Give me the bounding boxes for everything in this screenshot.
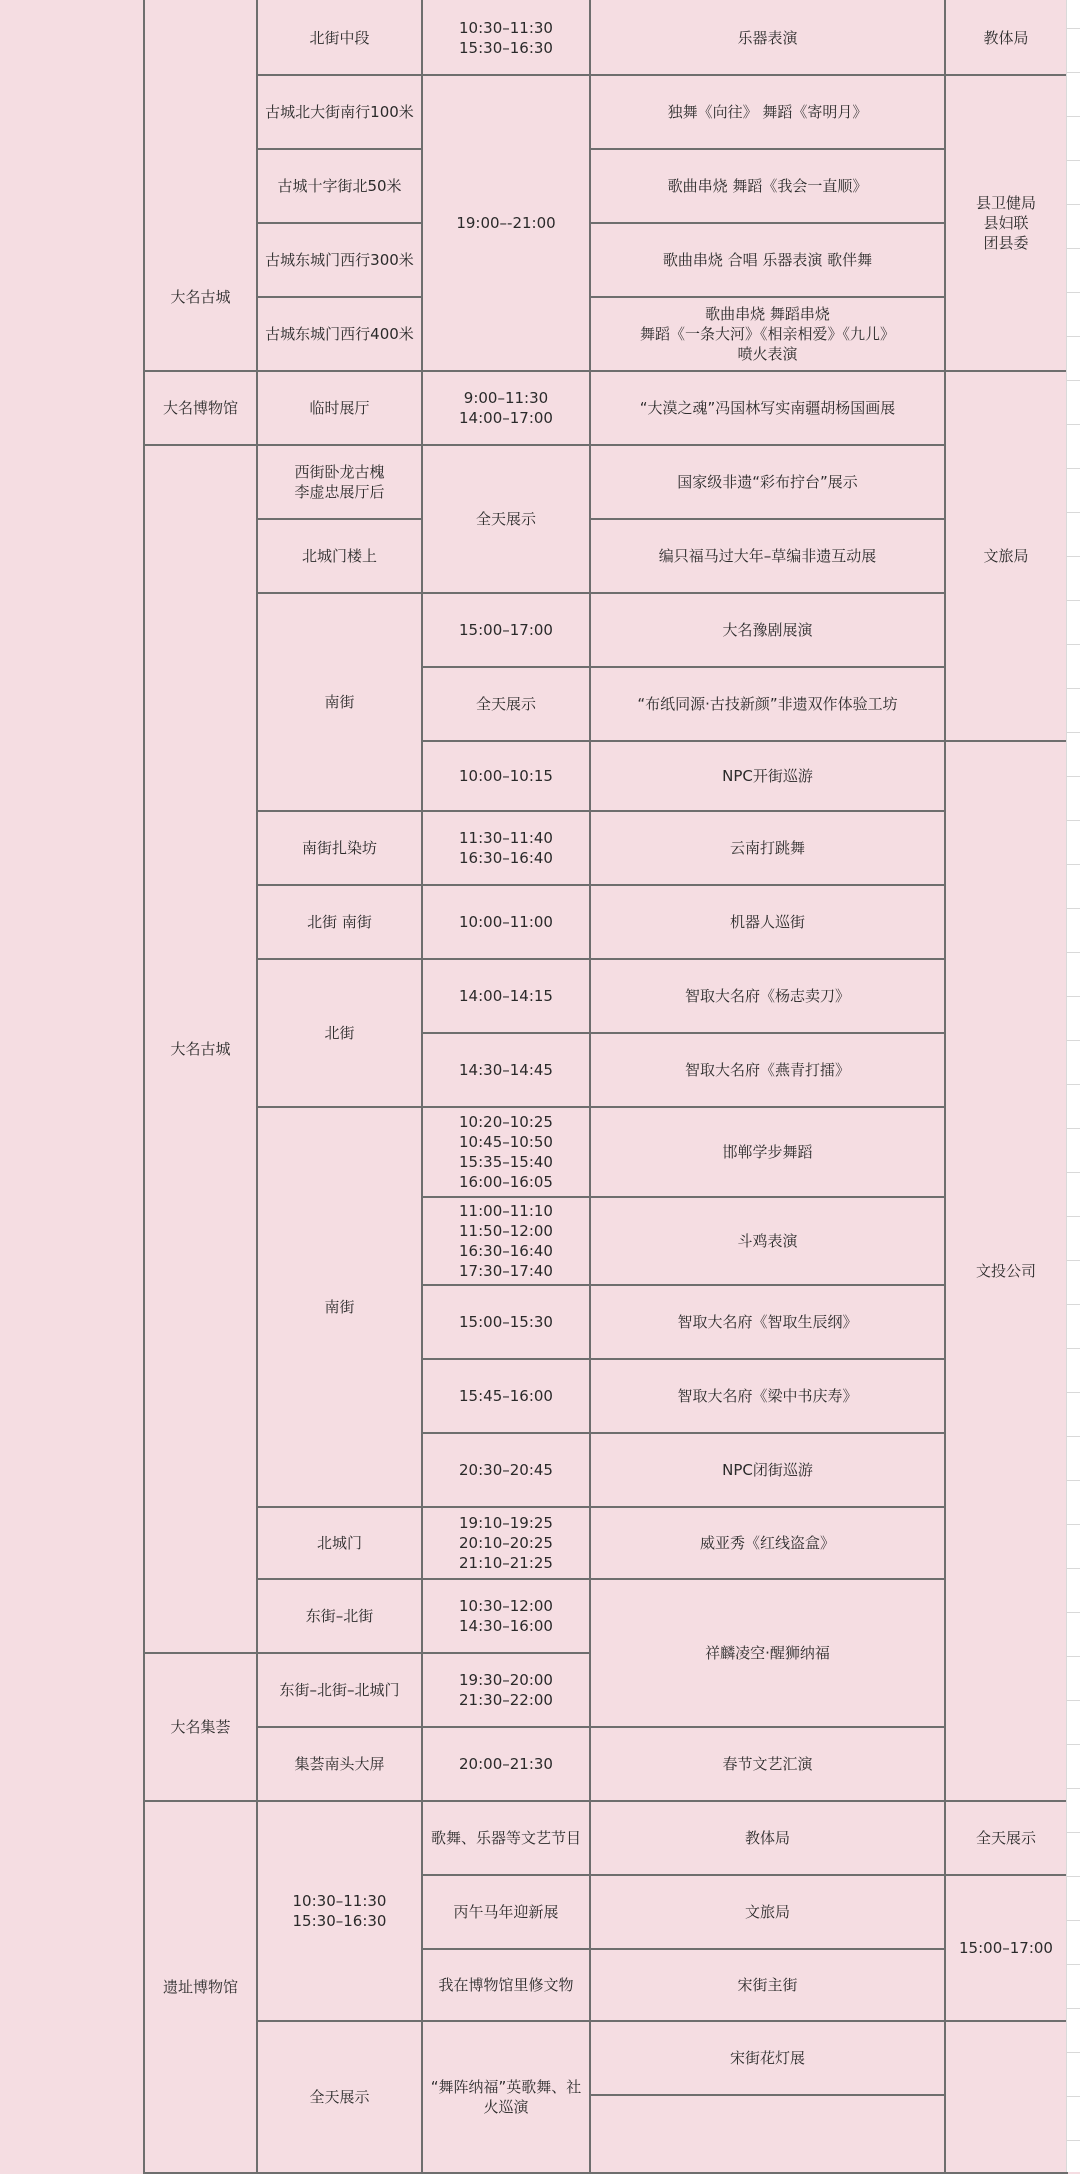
table-column-divider [143,0,145,2172]
table-row-divider [256,1652,423,1654]
program-cell: 歌曲串烧 合唱 乐器表演 歌伴舞 [662,251,873,269]
table-row-divider [589,740,946,742]
table-row-divider [589,666,946,668]
sheet-gridline [1066,1260,1080,1261]
sheet-gridline [1066,1744,1080,1745]
table-row-divider [589,1726,946,1728]
sheet-gridline [1066,1480,1080,1481]
table-row-divider [421,1800,591,1802]
program-cell: 宋街主街 [737,1976,798,1994]
table-row-divider [421,2020,591,2022]
table-row-divider [256,1106,423,1108]
time-cell: 全天展示 [475,695,536,713]
location-cell: 北街中段 [309,29,370,47]
time-cell: 19:30–20:00 21:30–22:00 [459,1671,553,1709]
program-cell: 祥麟凌空·醒狮纳福 [705,1644,830,1662]
table-row-divider [589,148,946,150]
table-row-divider [421,810,591,812]
sheet-gridline [1066,380,1080,381]
table-column-divider [589,0,591,2172]
table-row-divider [421,1032,591,1034]
sheet-gridline [1066,1656,1080,1657]
program-cell: 智取大名府《梁中书庆寿》 [677,1387,858,1405]
sheet-gridline [1066,1568,1080,1569]
program-cell: 大名豫剧展演 [722,621,813,639]
location-cell: 北城门楼上 [301,547,377,565]
sheet-gridline [1066,116,1080,117]
time-cell: 11:30–11:40 16:30–16:40 [459,829,553,867]
sheet-gridline [1066,424,1080,425]
sheet-gridline [1066,28,1080,29]
table-row-divider [944,2020,1068,2022]
sheet-gridline [1066,952,1080,953]
location-cell: 10:30–11:30 15:30–16:30 [292,1892,387,1930]
time-cell: 10:00–11:00 [459,913,553,931]
table-row-divider [589,1284,946,1286]
table-row-divider [421,1284,591,1286]
venue-cell: 大名集荟 [170,1718,231,1736]
table-row-divider [944,1874,1068,1876]
table-row-divider [589,1948,946,1950]
table-row-divider [421,1726,591,1728]
table-row-divider [421,1652,591,1654]
table-row-divider [256,370,423,372]
sheet-edge-strip [1066,0,1080,2172]
table-row-divider [421,884,591,886]
program-cell: 斗鸡表演 [737,1232,798,1250]
table-row-divider [256,810,423,812]
program-cell: NPC开街巡游 [722,767,813,785]
organizer-cell: 教体局 [983,29,1029,47]
table-row-divider [256,222,423,224]
time-cell: 20:30–20:45 [459,1461,553,1479]
table-row-divider [589,1432,946,1434]
table-row-divider [589,1800,946,1802]
table-row-divider [944,74,1068,76]
time-cell: 19:10–19:25 20:10–20:25 21:10–21:25 [459,1514,553,1572]
organizer-cell: 文投公司 [975,1262,1036,1280]
sheet-gridline [1066,512,1080,513]
sheet-gridline [1066,2140,1080,2141]
table-row-divider [589,2020,946,2022]
time-cell: 全天展示 [475,510,536,528]
program-cell: “大漠之魂”冯国林写实南疆胡杨国画展 [639,399,896,417]
table-row-divider [421,592,591,594]
time-cell: 10:20–10:25 10:45–10:50 15:35–15:40 16:00–16:05 [459,1113,553,1191]
location-cell: 西街卧龙古槐 李虚忠展厅后 [294,463,385,501]
sheet-gridline [1066,1348,1080,1349]
organizer-cell: 全天展示 [975,1829,1036,1847]
sheet-gridline [1066,1524,1080,1525]
program-cell: 编只福马过大年–草编非遗互动展 [658,547,877,565]
time-cell: 我在博物馆里修文物 [438,1976,574,1994]
sheet-gridline [1066,1876,1080,1877]
table-row-divider [421,74,591,76]
time-cell: 15:45–16:00 [459,1387,553,1405]
table-row-divider [256,296,423,298]
program-cell: 独舞《向往》 舞蹈《寄明月》 [667,103,868,121]
table-row-divider [589,810,946,812]
program-cell: 歌曲串烧 舞蹈串烧 舞蹈《一条大河》《相亲相爱》《九儿》 喷火表演 [639,305,895,363]
program-cell: 宋街花灯展 [729,2049,805,2067]
sheet-gridline [1066,556,1080,557]
location-cell: 南街 [324,693,355,711]
program-cell: 教体局 [744,1829,790,1847]
table-row-divider [589,518,946,520]
sheet-gridline [1066,1392,1080,1393]
table-row-divider [421,1948,591,1950]
sheet-gridline [1066,1304,1080,1305]
time-cell: 14:30–14:45 [459,1061,553,1079]
sheet-gridline [1066,2052,1080,2053]
location-cell: 南街 [324,1298,355,1316]
table-row-divider [421,740,591,742]
table-row-divider [256,958,423,960]
sheet-gridline [1066,1920,1080,1921]
location-cell: 古城十字街北50米 [277,177,402,195]
table-row-divider [256,592,423,594]
sheet-gridline [1066,160,1080,161]
table-row-divider [143,370,258,372]
table-row-divider [256,74,423,76]
sheet-gridline [1066,1788,1080,1789]
time-cell: 10:00–10:15 [459,767,553,785]
sheet-gridline [1066,1700,1080,1701]
program-cell: 乐器表演 [737,29,798,47]
table-row-divider [421,1196,591,1198]
table-row-divider [421,1106,591,1108]
table-column-divider [421,0,423,2172]
table-row-divider [589,222,946,224]
time-cell: 9:00–11:30 14:00–17:00 [459,389,553,427]
program-cell: NPC闭街巡游 [722,1461,813,1479]
table-row-divider [589,1196,946,1198]
location-cell: 南街扎染坊 [301,839,377,857]
table-row-divider [256,1800,423,1802]
time-cell: 19:00–-21:00 [456,214,556,232]
table-row-divider [589,1578,946,1580]
program-cell: 智取大名府《智取生辰纲》 [677,1313,858,1331]
sheet-gridline [1066,820,1080,821]
table-row-divider [256,1506,423,1508]
table-row-divider [256,884,423,886]
sheet-gridline [1066,776,1080,777]
table-row-divider [589,74,946,76]
venue-cell: 大名博物馆 [162,399,238,417]
location-cell: 全天展示 [309,2088,370,2106]
organizer-cell: 县卫健局 县妇联 团县委 [975,194,1036,252]
program-cell: 云南打跳舞 [729,839,805,857]
program-cell: 邯郸学步舞蹈 [722,1143,813,1161]
sheet-gridline [1066,2096,1080,2097]
sheet-gridline [1066,732,1080,733]
table-row-divider [944,1800,1068,1802]
sheet-gridline [1066,1612,1080,1613]
table-row-divider [589,1032,946,1034]
venue-cell: 大名古城 [170,1040,231,1058]
sheet-gridline [1066,292,1080,293]
location-cell: 北街 [324,1024,355,1042]
time-cell: 丙午马年迎新展 [453,1903,559,1921]
program-cell: 智取大名府《杨志卖刀》 [684,987,850,1005]
program-cell: 歌曲串烧 舞蹈《我会一直顺》 [667,177,868,195]
time-cell: “舞阵纳福”英歌舞、社火巡演 [430,2078,582,2116]
table-row-divider [589,444,946,446]
program-cell: 机器人巡街 [729,913,805,931]
table-row-divider [421,1506,591,1508]
time-cell: 15:00–17:00 [459,621,553,639]
sheet-gridline [1066,908,1080,909]
sheet-gridline [1066,1040,1080,1041]
time-cell: 歌舞、乐器等文艺节目 [430,1829,581,1847]
sheet-gridline [1066,1216,1080,1217]
location-cell: 古城东城门西行300米 [265,251,414,269]
table-row-divider [256,2020,423,2022]
table-row-divider [421,958,591,960]
program-cell: 威亚秀《红线盗盒》 [699,1534,835,1552]
table-row-divider [589,958,946,960]
table-row-divider [421,370,591,372]
sheet-gridline [1066,204,1080,205]
table-row-divider [256,1578,423,1580]
sheet-gridline [1066,1084,1080,1085]
table-row-divider [589,296,946,298]
table-row-divider [589,1358,946,1360]
time-cell: 10:30–12:00 14:30–16:00 [459,1597,553,1635]
table-row-divider [944,740,1068,742]
table-row-divider [421,1874,591,1876]
program-cell: 国家级非遗“彩布拧台”展示 [677,473,858,491]
organizer-cell: 15:00–17:00 [959,1939,1053,1957]
table-row-divider [589,592,946,594]
sheet-gridline [1066,688,1080,689]
table-column-divider [944,0,946,2172]
location-cell: 东街–北街–北城门 [279,1681,400,1699]
table-row-divider [421,1578,591,1580]
table-row-divider [589,2094,946,2096]
sheet-gridline [1066,248,1080,249]
venue-cell: 遗址博物馆 [162,1978,238,1996]
table-column-divider [256,0,258,2172]
table-row-divider [421,444,591,446]
sheet-gridline [1066,996,1080,997]
program-cell: “布纸同源·古技新颜”非遗双作体验工坊 [637,695,898,713]
table-row-divider [143,1652,258,1654]
table-row-divider [421,1358,591,1360]
location-cell: 古城北大街南行100米 [265,103,414,121]
table-row-divider [256,148,423,150]
table-row-divider [589,884,946,886]
table-row-divider [256,444,423,446]
time-cell: 11:00–11:10 11:50–12:00 16:30–16:40 17:30–17:40 [459,1202,553,1280]
table-row-divider [421,666,591,668]
sheet-gridline [1066,1436,1080,1437]
table-row-divider [589,1106,946,1108]
sheet-gridline [1066,468,1080,469]
location-cell: 东街–北街 [305,1607,374,1625]
time-cell: 10:30–11:30 15:30–16:30 [459,19,553,57]
organizer-cell: 文旅局 [983,547,1029,565]
sheet-gridline [1066,644,1080,645]
location-cell: 北城门 [316,1534,362,1552]
time-cell: 15:00–15:30 [459,1313,553,1331]
table-row-divider [589,1874,946,1876]
location-cell: 集荟南头大屏 [294,1755,385,1773]
table-row-divider [143,1800,258,1802]
sheet-gridline [1066,336,1080,337]
table-row-divider [944,370,1068,372]
venue-cell: 大名古城 [170,288,231,306]
sheet-gridline [1066,1832,1080,1833]
sheet-gridline [1066,600,1080,601]
table-row-divider [589,1506,946,1508]
time-cell: 14:00–14:15 [459,987,553,1005]
sheet-gridline [1066,2008,1080,2009]
location-cell: 临时展厅 [309,399,370,417]
sheet-gridline [1066,72,1080,73]
sheet-gridline [1066,1964,1080,1965]
program-cell: 智取大名府《燕青打擂》 [684,1061,850,1079]
program-cell: 春节文艺汇演 [722,1755,813,1773]
program-cell: 文旅局 [744,1903,790,1921]
sheet-gridline [1066,1128,1080,1129]
time-cell: 20:00–21:30 [459,1755,553,1773]
sheet-gridline [1066,864,1080,865]
location-cell: 北街 南街 [307,913,372,931]
location-cell: 古城东城门西行400米 [265,325,414,343]
table-row-divider [421,1432,591,1434]
table-row-divider [143,444,258,446]
table-row-divider [256,518,423,520]
table-row-divider [589,370,946,372]
table-row-divider [256,1726,423,1728]
sheet-gridline [1066,1172,1080,1173]
